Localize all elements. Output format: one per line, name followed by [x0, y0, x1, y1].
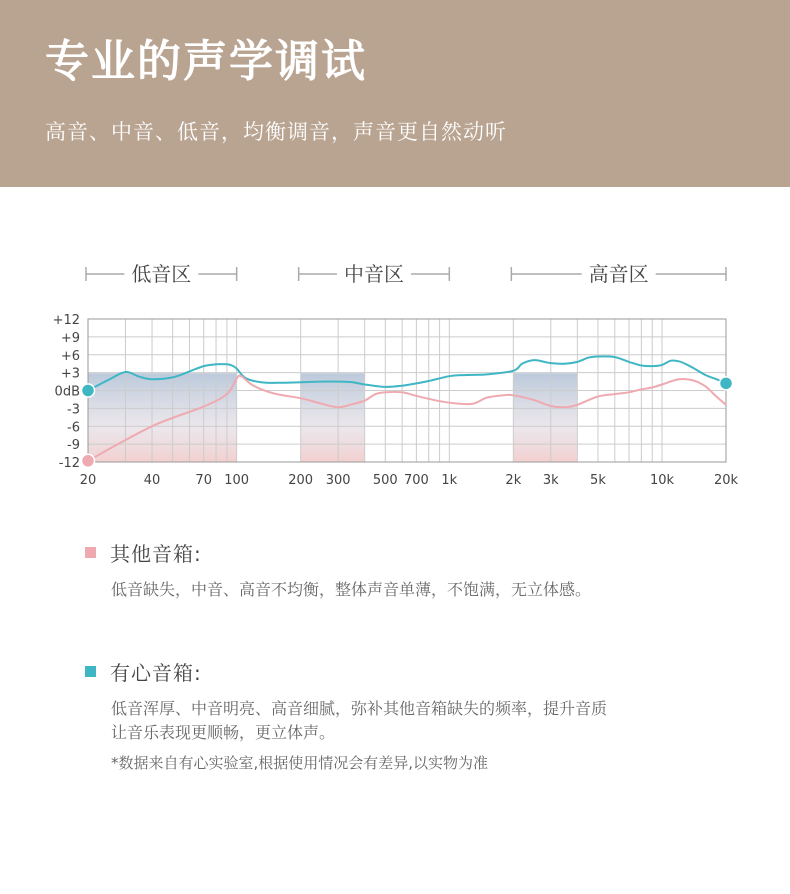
legend-desc-other [111, 578, 725, 602]
page-title: 专业的声学调试 [45, 36, 367, 87]
legend-desc-line: 让音乐表现更顺畅，更立体声。 [111, 723, 336, 742]
header-banner [0, 0, 790, 187]
legend-desc-line: 低音缺失，中音、高音不均衡，整体声音单薄，不饱满，无立体感。 [111, 580, 592, 599]
x-tick-label: 2k [505, 473, 522, 488]
series-endpoint-other-start [82, 454, 95, 467]
legend-swatch-youxin [85, 666, 96, 677]
x-tick-label: 1k [441, 473, 458, 488]
y-tick-label: -9 [67, 438, 80, 454]
shaded-region-1 [301, 373, 365, 462]
band-label: 高音区 [588, 262, 649, 286]
y-tick-label: -12 [58, 456, 80, 471]
band-label: 中音区 [343, 262, 404, 286]
x-tick-label: 40 [143, 473, 161, 488]
y-tick-label: -3 [67, 402, 80, 418]
x-tick-label: 100 [224, 473, 250, 488]
x-tick-label: 3k [542, 473, 559, 488]
series-endpoint-youxin-end [720, 377, 733, 390]
x-tick-label: 700 [403, 473, 429, 488]
y-tick-label: 0dB [54, 384, 80, 400]
y-tick-label: +9 [60, 330, 80, 346]
legend-swatch-other [85, 547, 96, 558]
legend-other-speaker [85, 538, 725, 602]
frequency-response-chart [0, 250, 790, 500]
y-tick-label: +6 [60, 348, 80, 364]
x-tick-label: 300 [325, 473, 351, 488]
x-tick-label: 200 [288, 473, 314, 488]
x-tick-label: 20k [713, 473, 739, 488]
band-header-2 [511, 262, 726, 286]
x-tick-label: 500 [372, 473, 398, 488]
x-tick-label: 10k [649, 473, 675, 488]
shaded-region-2 [513, 373, 577, 462]
band-label: 低音区 [131, 262, 192, 286]
y-tick-label: -6 [67, 420, 80, 436]
footnote: *数据来自有心实验室,根据使用情况会有差异,以实物为准 [111, 754, 489, 772]
x-tick-label: 5k [590, 473, 606, 488]
x-tick-label: 70 [195, 473, 212, 488]
legend-desc-line: 低音浑厚、中音明亮、高音细腻，弥补其他音箱缺失的频率，提升音质 [111, 699, 608, 718]
legend-youxin-speaker [85, 657, 725, 745]
y-tick-label: +3 [60, 366, 80, 382]
band-header-0 [86, 262, 237, 286]
legend-title-youxin: 有心音箱: [110, 660, 202, 685]
series-endpoint-youxin-start [82, 384, 95, 397]
band-header-1 [299, 262, 450, 286]
legend-desc-youxin [111, 697, 725, 745]
x-tick-label: 20 [79, 473, 97, 488]
legend-title-other: 其他音箱: [110, 541, 202, 566]
page-subtitle: 高音、中音、低音，均衡调音，声音更自然动听 [45, 120, 507, 144]
y-tick-label: +12 [52, 313, 80, 328]
